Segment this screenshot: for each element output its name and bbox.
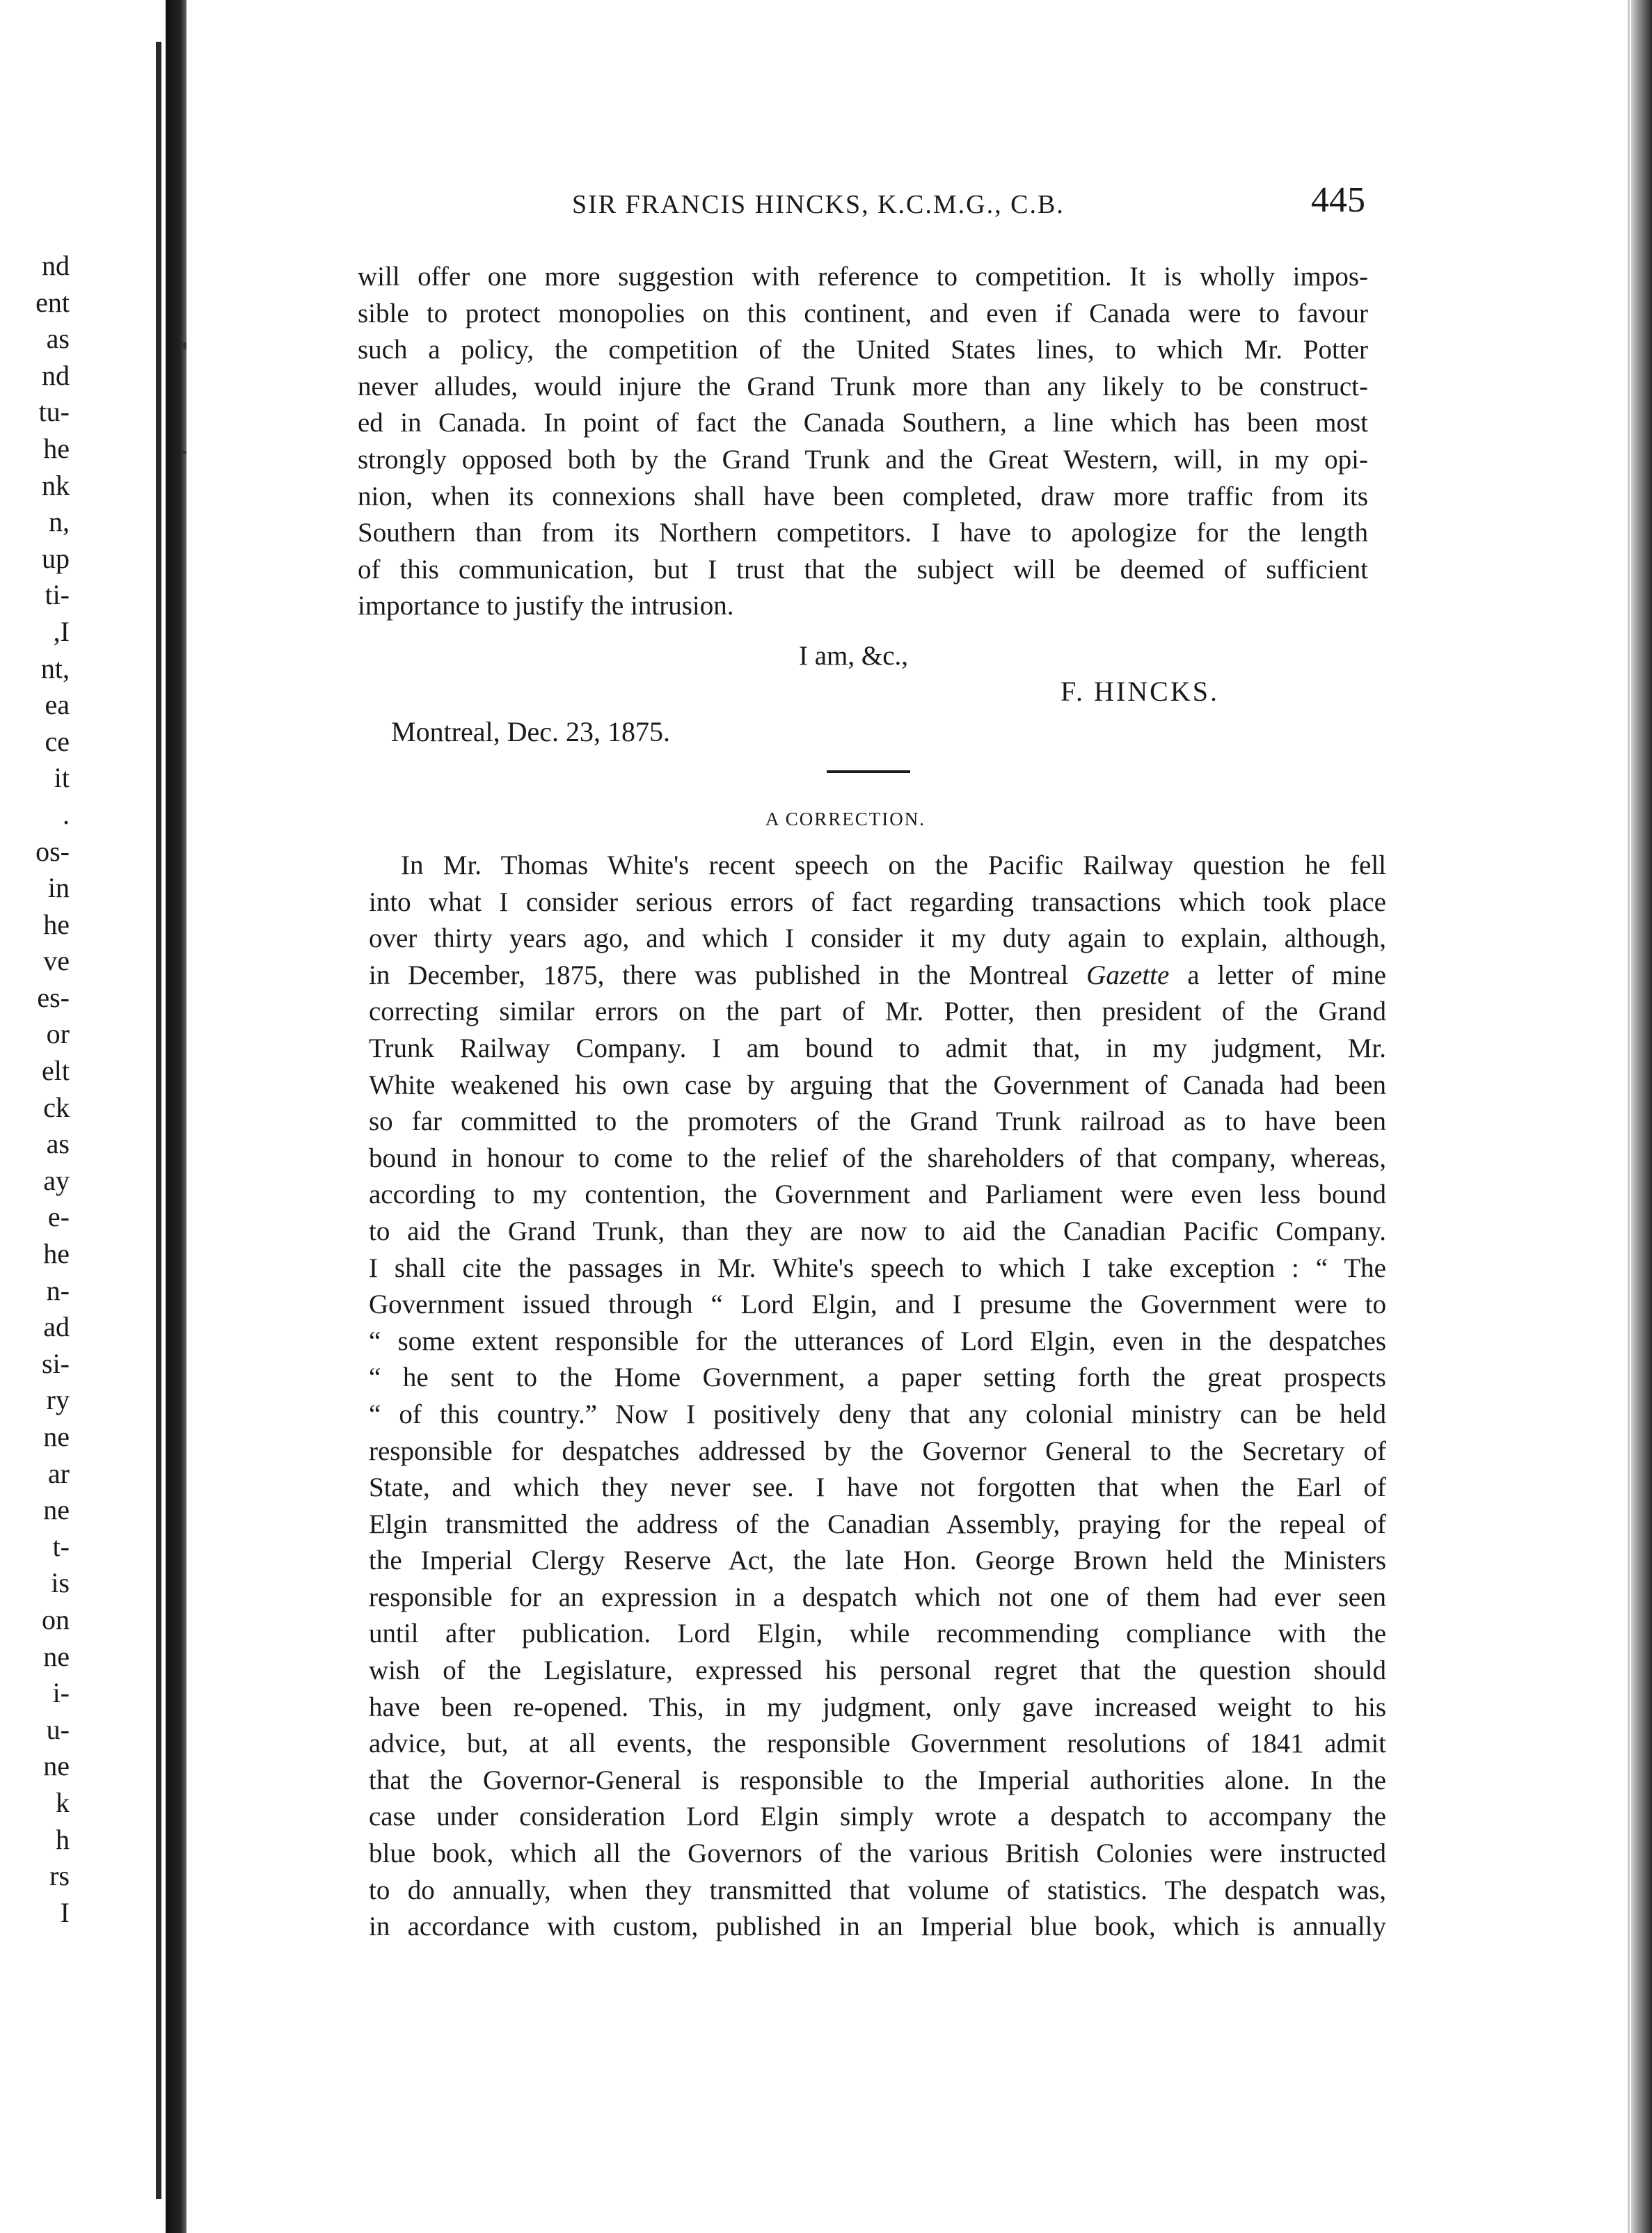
text-line: in accordance with custom, published in an Imperial blue book, which is annually: [369, 1912, 1386, 1942]
previous-page-fragment: tu-: [38, 396, 70, 428]
text-line: until after publication. Lord Elgin, while recommending compliance with the: [369, 1619, 1386, 1649]
text-line: In Mr. Thomas White's recent speech on the Pacific Railway question he fell: [401, 850, 1386, 880]
previous-page-fragment: u-: [46, 1713, 70, 1745]
section-heading: A CORRECTION.: [765, 809, 926, 829]
page-header: [572, 180, 1372, 228]
text-line: ed in Canada. In point of fact the Canada Southern, a line which has been most: [358, 408, 1368, 438]
previous-page-fragment: k: [56, 1786, 70, 1818]
text-line: sible to protect monopolies on this continent, and even if Canada were to favour: [358, 298, 1368, 328]
text-line: to aid the Grand Trunk, than they are now to aid the Canadian Pacific Company.: [369, 1216, 1386, 1246]
page-number: 445: [1311, 180, 1365, 220]
section-divider: [827, 770, 910, 773]
previous-page-fragment: up: [42, 542, 70, 574]
letter-closing: I am, &c.,: [799, 641, 909, 671]
previous-page-fragment: ne: [43, 1421, 70, 1452]
text-line: “ of this country.” Now I positively deny that any colonial ministry can be held: [369, 1399, 1386, 1429]
text-line: “ some extent responsible for the utterances of Lord Elgin, even in the despatches: [369, 1326, 1386, 1356]
previous-page-fragment: e-: [47, 1201, 70, 1233]
text-line: never alludes, would injure the Grand Trunk more than any likely to be construct-: [358, 371, 1368, 402]
previous-page-fragment: ay: [43, 1164, 70, 1196]
text-line: of this communication, but I trust that the subject will be deemed of sufficient: [358, 554, 1368, 585]
binding-shadow-thin: [156, 42, 161, 2199]
letter-dateline: Montreal, Dec. 23, 1875.: [391, 716, 671, 747]
text-line: that the Governor-General is responsible to the Imperial authorities alone. In the: [369, 1765, 1386, 1795]
previous-page-fragment: ad: [43, 1311, 70, 1343]
text-line: correcting similar errors on the part of Mr. Potter, then president of the Grand: [369, 996, 1386, 1027]
text-line: according to my contention, the Government and Parliament were even less bound: [369, 1179, 1386, 1210]
text-line: White weakened his own case by arguing that the Government of Canada had been: [369, 1070, 1386, 1100]
previous-page-fragment: ry: [46, 1384, 70, 1416]
previous-page-fragment: ce: [45, 725, 70, 757]
previous-page-fragment: ent: [35, 286, 70, 318]
text-line: State, and which they never see. I have not forgotten that when the Earl of: [369, 1472, 1386, 1503]
text-line: case under consideration Lord Elgin simply wrote a despatch to accompany the: [369, 1802, 1386, 1832]
text-line: so far committed to the promoters of the Grand Trunk railroad as to have been: [369, 1106, 1386, 1137]
previous-page-fragment: rs: [49, 1860, 70, 1892]
previous-page-fragment: ar: [47, 1457, 70, 1489]
text-line: responsible for despatches addressed by the Governor General to the Secretary of: [369, 1436, 1386, 1466]
previous-page-fragment: on: [42, 1603, 70, 1635]
previous-page-fragment: nd: [42, 250, 70, 281]
text-line: bound in honour to come to the relief of the shareholders of that company, whereas,: [369, 1143, 1386, 1173]
text-line: responsible for an expression in a despatch which not one of them had ever seen: [369, 1582, 1386, 1612]
previous-page-fragment: or: [46, 1018, 70, 1050]
binding-shadow: [166, 0, 186, 2233]
scan-speck: [182, 342, 186, 349]
letter-signature: F. HINCKS.: [1061, 676, 1219, 707]
previous-page-fragment: ck: [43, 1091, 70, 1123]
running-head: SIR FRANCIS HINCKS, K.C.M.G., C.B.: [572, 190, 1065, 219]
previous-page-fragment: n-: [46, 1274, 70, 1306]
text-line: “ he sent to the Home Government, a paper setting forth the great prospects: [369, 1362, 1386, 1393]
previous-page-fragment: si-: [42, 1347, 70, 1379]
previous-page-fragment: I: [60, 1896, 70, 1928]
previous-page-fragment: nd: [42, 359, 70, 391]
text-line: the Imperial Clergy Reserve Act, the late Hon. George Brown held the Ministers: [369, 1545, 1386, 1576]
previous-page-fragment: he: [43, 908, 70, 940]
text-line: Trunk Railway Company. I am bound to admit that, in my judgment, Mr.: [369, 1033, 1386, 1063]
right-edge-shadow: [1631, 0, 1652, 2233]
previous-page-fragment: ne: [43, 1640, 70, 1672]
previous-page-fragment: es-: [37, 981, 70, 1013]
previous-page-fragment: ne: [43, 1494, 70, 1526]
text-line: Government issued through “ Lord Elgin, and I presume the Government were to: [369, 1289, 1386, 1320]
previous-page-fragment: n,: [49, 506, 70, 538]
previous-page-fragment: i-: [52, 1677, 70, 1709]
previous-page-fragment: nt,: [40, 652, 70, 684]
text-line: advice, but, at all events, the responsible Government resolutions of 1841 admit: [369, 1729, 1386, 1759]
text-line: Southern than from its Northern competitors. I have to apologize for the length: [358, 518, 1368, 548]
previous-page-fragment: as: [46, 323, 70, 355]
previous-page-fragments: [0, 248, 70, 1931]
text-line: will offer one more suggestion with reference to competition. It is wholly impos-: [358, 262, 1368, 292]
previous-page-fragment: in: [47, 872, 70, 904]
previous-page-fragment: os-: [35, 835, 70, 867]
letter-paragraph: [358, 259, 1368, 625]
previous-page-fragment: elt: [42, 1055, 70, 1087]
previous-page-fragment: ea: [45, 689, 70, 721]
previous-page-fragment: he: [43, 432, 70, 464]
scan-speck: [182, 451, 186, 454]
text-line: I shall cite the passages in Mr. White's speech to which I take exception : “ The: [369, 1253, 1386, 1283]
previous-page-fragment: ne: [43, 1750, 70, 1782]
text-line: over thirty years ago, and which I consider it my duty again to explain, although,: [369, 923, 1386, 954]
text-line: strongly opposed both by the Grand Trunk and the Great Western, will, in my opi-: [358, 444, 1368, 475]
previous-page-fragment: ve: [43, 945, 70, 977]
text-run: in December, 1875, there was published in the Montreal: [369, 960, 1087, 990]
text-line: nion, when its connexions shall have been completed, draw more traffic from its: [358, 481, 1368, 511]
text-line: to do annually, when they transmitted that volume of statistics. The despatch was,: [369, 1875, 1386, 1905]
text-line: wish of the Legislature, expressed his personal regret that the question should: [369, 1655, 1386, 1686]
previous-page-fragment: h: [56, 1823, 70, 1855]
previous-page-fragment: t-: [52, 1530, 70, 1562]
previous-page-fragment: as: [46, 1128, 70, 1160]
previous-page-fragment: it: [54, 762, 70, 794]
previous-page-fragment: ti-: [45, 579, 70, 611]
previous-page-fragment: .: [63, 798, 70, 830]
text-run: a letter of mine: [1169, 960, 1386, 990]
correction-paragraph: [369, 848, 1386, 1946]
previous-page-fragment: nk: [42, 469, 70, 501]
previous-page-fragment: is: [51, 1567, 70, 1599]
previous-page-fragment: ,I: [53, 615, 70, 647]
text-line: blue book, which all the Governors of the various British Colonies were instructed: [369, 1838, 1386, 1869]
italic-text-run: Gazette: [1086, 960, 1170, 990]
text-line: into what I consider serious errors of fact regarding transactions which took place: [369, 887, 1386, 917]
previous-page-fragment: he: [43, 1238, 70, 1270]
text-line: have been re-opened. This, in my judgment, only gave increased weight to his: [369, 1692, 1386, 1722]
text-line: importance to justify the intrusion.: [358, 591, 734, 621]
text-line: such a policy, the competition of the United States lines, to which Mr. Potter: [358, 335, 1368, 365]
right-edge-line: [1628, 0, 1630, 2233]
text-line-with-italic: [369, 957, 1386, 994]
text-line: Elgin transmitted the address of the Canadian Assembly, praying for the repeal of: [369, 1509, 1386, 1539]
